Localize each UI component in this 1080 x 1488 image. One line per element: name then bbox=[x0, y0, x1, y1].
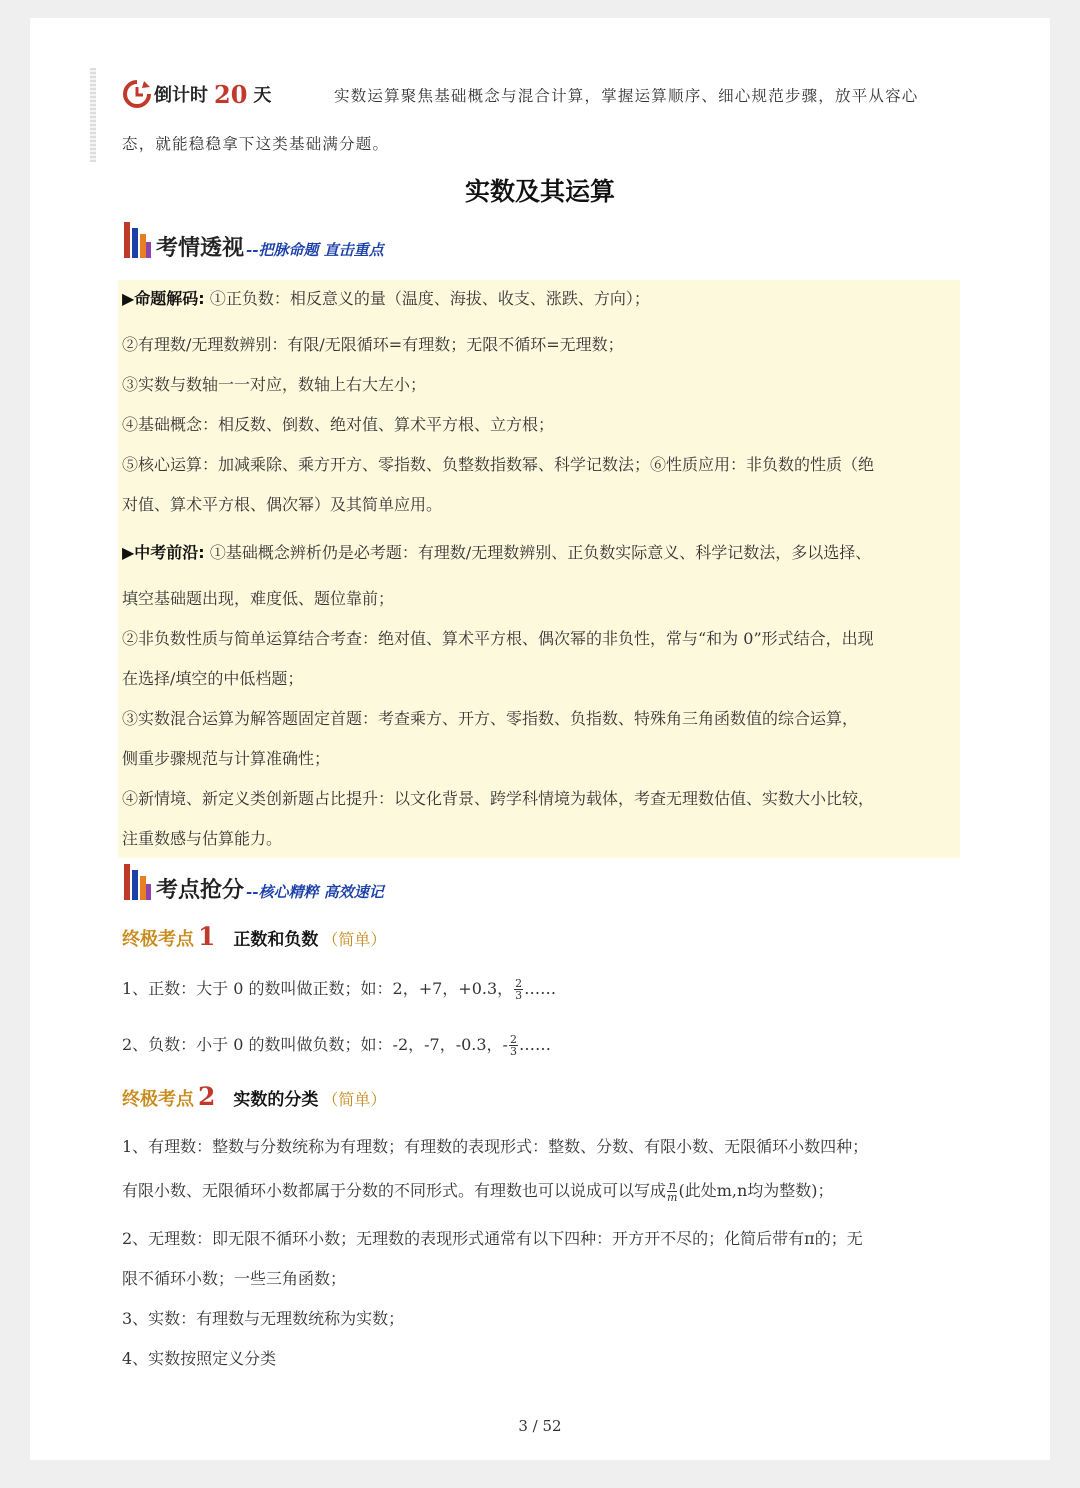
fraction bbox=[667, 1180, 677, 1203]
kp2-line-5: 3、实数：有理数与无理数统称为实数； bbox=[122, 1309, 405, 1328]
kp1-item-2 bbox=[122, 1032, 551, 1057]
countdown-unit: 天 bbox=[253, 85, 272, 106]
decode-line-2: ②有理数/无理数辨别：有限/无限循环=有理数；无限不循环=无理数； bbox=[122, 335, 624, 354]
numerator: n bbox=[668, 1179, 676, 1192]
frontier-line-4: 在选择/填空的中低档题； bbox=[122, 669, 304, 688]
frontier-line-8: 注重数感与估算能力。 bbox=[122, 829, 283, 848]
kp2-line-1: 1、有理数：整数与分数统称为有理数；有理数的表现形式：整数、分数、有限小数、无限循环小数四种； bbox=[122, 1137, 869, 1156]
key-point-1-heading bbox=[122, 922, 386, 951]
frontier-line-5: ③实数混合运算为解答题固定首题：考查乘方、开方、零指数、负指数、特殊角三角函数值的综合运算， bbox=[122, 709, 859, 728]
section-title: 考点抢分 bbox=[156, 878, 245, 903]
frontier-line-1 bbox=[122, 540, 871, 563]
fraction bbox=[509, 1034, 518, 1057]
frontier-line-6: 侧重步骤规范与计算准确性； bbox=[122, 749, 331, 768]
denominator: 3 bbox=[509, 1045, 517, 1058]
section-subtitle: --把脉命题 直击重点 bbox=[246, 241, 384, 259]
decode-line-1 bbox=[122, 286, 650, 309]
decode-line-4: ④基础概念：相反数、倒数、绝对值、算术平方根、立方根； bbox=[122, 415, 555, 434]
frontier-line-2: 填空基础题出现，难度低、题位靠前； bbox=[122, 589, 395, 608]
intro-line-2: 态，就能稳稳拿下这类基础满分题。 bbox=[122, 135, 390, 153]
section-title: 考情透视 bbox=[156, 236, 245, 261]
difficulty-label: （简单） bbox=[322, 1090, 387, 1109]
item-text: 有限小数、无限循环小数都属于分数的不同形式。有理数也可以说成可以写成 bbox=[122, 1181, 667, 1200]
frontier-label: ▶中考前沿: bbox=[122, 543, 205, 562]
numerator: 2 bbox=[515, 977, 523, 990]
key-point-title: 正数和负数 bbox=[233, 930, 319, 950]
key-point-label: 终极考点 bbox=[122, 929, 194, 950]
kp2-line-6: 4、实数按照定义分类 bbox=[122, 1349, 277, 1368]
frontier-line-7: ④新情境、新定义类创新题占比提升：以文化背景、跨学科情境为载体，考查无理数估值、实数大小比较， bbox=[122, 789, 875, 808]
books-icon bbox=[122, 862, 152, 902]
key-point-number: 2 bbox=[198, 1082, 216, 1111]
countdown-badge bbox=[122, 78, 271, 110]
frontier-line-3: ②非负数性质与简单运算结合考查：绝对值、算术平方根、偶次幂的非负性，常与“和为 0”形式结合，出现 bbox=[122, 629, 874, 648]
decode-text: ①正负数：相反意义的量（温度、海拔、收支、涨跌、方向）； bbox=[209, 289, 650, 308]
section-heading-key-points bbox=[122, 858, 384, 902]
kp1-item-1 bbox=[122, 976, 556, 1001]
item-text: (此处m,n均为整数)； bbox=[678, 1181, 834, 1200]
key-point-number: 1 bbox=[198, 922, 216, 951]
kp2-line-3: 2、无理数：即无限不循环小数；无理数的表现形式通常有以下四种：开方开不尽的；化简后带有π的；无 bbox=[122, 1229, 863, 1248]
page-number: 3 / 52 bbox=[518, 1417, 562, 1435]
ellipsis: …… bbox=[518, 1035, 551, 1054]
section-subtitle: --核心精粹 高效速记 bbox=[246, 883, 384, 901]
countdown-number: 20 bbox=[214, 79, 248, 109]
books-icon bbox=[122, 220, 152, 260]
decode-line-5: ⑤核心运算：加减乘除、乘方开方、零指数、负整数指数幂、科学记数法；⑥性质应用：非负数的性质（绝 bbox=[122, 455, 875, 474]
section-heading-exam-insight bbox=[122, 216, 384, 260]
highlight-box bbox=[118, 280, 960, 858]
decode-label: ▶命题解码: bbox=[122, 289, 205, 308]
ellipsis: …… bbox=[524, 979, 557, 998]
margin-bar bbox=[90, 68, 96, 162]
fraction bbox=[514, 978, 523, 1001]
key-point-2-heading bbox=[122, 1082, 386, 1111]
page-title: 实数及其运算 bbox=[464, 177, 615, 206]
key-point-label: 终极考点 bbox=[122, 1089, 194, 1110]
frontier-text: ①基础概念辨析仍是必考题：有理数/无理数辨别、正负数实际意义、科学记数法，多以选择、 bbox=[209, 543, 872, 562]
difficulty-label: （简单） bbox=[322, 930, 387, 949]
denominator: 3 bbox=[515, 989, 523, 1002]
item-text: 1、正数：大于 0 的数叫做正数；如：2，+7，+0.3， bbox=[122, 979, 514, 998]
kp2-line-2 bbox=[122, 1178, 834, 1203]
kp2-line-4: 限不循环小数；一些三角函数； bbox=[122, 1269, 347, 1288]
numerator: 2 bbox=[509, 1033, 517, 1046]
decode-line-3: ③实数与数轴一一对应，数轴上右大左小； bbox=[122, 375, 427, 394]
key-point-title: 实数的分类 bbox=[233, 1090, 319, 1110]
decode-line-6: 对值、算术平方根、偶次幂）及其简单应用。 bbox=[122, 495, 443, 514]
clock-icon bbox=[122, 79, 152, 109]
item-text: 2、负数：小于 0 的数叫做负数；如：-2，-7，-0.3，- bbox=[122, 1035, 508, 1054]
countdown-label: 倒计时 bbox=[154, 85, 208, 106]
intro-line-1: 实数运算聚焦基础概念与混合计算，掌握运算顺序、细心规范步骤，放平从容心 bbox=[334, 87, 919, 105]
denominator: m bbox=[667, 1191, 678, 1204]
